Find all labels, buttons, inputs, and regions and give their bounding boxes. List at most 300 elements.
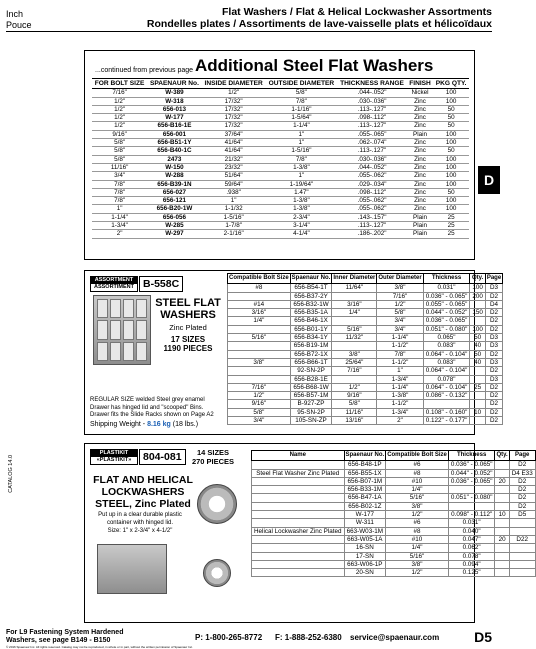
table-cell: 10 [495, 511, 509, 519]
drawer-bins [93, 295, 151, 365]
table-cell: D2 [509, 502, 535, 510]
table-cell: #6 [386, 519, 449, 527]
table-cell: 0.036" - 0.065" [448, 477, 495, 485]
table-cell: W-311 [344, 519, 386, 527]
column-header: THICKNESS RANGE [337, 79, 407, 89]
table-cell: #8 [228, 284, 291, 292]
table-cell: Plain [407, 130, 433, 138]
column-header: Thickness [423, 274, 470, 284]
table-cell: .055-.065" [337, 130, 407, 138]
column-header: Qty. [470, 274, 486, 284]
table-cell [252, 511, 345, 519]
table-cell: 1-3/8" [266, 197, 338, 205]
table-cell: 17-SN [344, 552, 386, 560]
table-cell: 1-5/16" [202, 213, 266, 221]
table-cell: 0.031" [423, 284, 470, 292]
table-cell: 3/4" [377, 317, 423, 325]
table-cell: 0.083" [423, 342, 470, 350]
table-row [252, 486, 536, 494]
table-cell: 656-001 [147, 130, 201, 138]
table-cell [252, 544, 345, 552]
table-cell: 95-SN-2P [290, 408, 332, 416]
table-cell: 3/8" [228, 358, 291, 366]
table-cell: 100 [433, 89, 469, 97]
table-cell: .030-.036" [337, 97, 407, 105]
table-cell [495, 527, 509, 535]
table-cell: 656-B16-1E [147, 122, 201, 130]
page-header [0, 0, 500, 30]
column-header: OUTSIDE DIAMETER [266, 79, 338, 89]
table-cell [509, 569, 535, 577]
table-cell: D3 [485, 358, 502, 366]
table-cell: 656-013 [147, 105, 201, 113]
table-cell [252, 569, 345, 577]
table-cell: 9/16" [332, 392, 377, 400]
table-row [252, 552, 536, 560]
table-cell: 1" [377, 367, 423, 375]
table-cell: 1/4" [332, 309, 377, 317]
table-cell: 20 [495, 535, 509, 543]
table-cell: 0.064" - 0.104" [423, 367, 470, 375]
table-cell: 9/16" [228, 400, 291, 408]
table-cell: 5/16" [228, 334, 291, 342]
table-cell: 7/8" [92, 188, 147, 196]
table-cell [470, 367, 486, 375]
table-cell: 37/64" [202, 130, 266, 138]
table-cell: 100 [433, 97, 469, 105]
table-cell: Zinc [407, 122, 433, 130]
table-cell: W-288 [147, 172, 201, 180]
table-cell: D2 [485, 292, 502, 300]
table-cell: 7/8" [92, 197, 147, 205]
table-cell: 17/32" [202, 105, 266, 113]
table-cell: 50 [433, 122, 469, 130]
table-cell: 7/8" [266, 97, 338, 105]
table-cell [470, 317, 486, 325]
table-cell [509, 519, 535, 527]
table-cell: .062-.074" [337, 139, 407, 147]
table-cell: 656-B46-1X [290, 317, 332, 325]
table-cell: 7/16" [332, 367, 377, 375]
column-header: Page [509, 451, 535, 461]
product-title-1: FLAT AND HELICAL [93, 474, 193, 486]
table-cell: 1/2" [386, 569, 449, 577]
table-cell [495, 494, 509, 502]
table-cell [252, 461, 345, 469]
table-row [92, 205, 469, 213]
table-cell: 656-B01-1Y [290, 325, 332, 333]
plastikit-badge: PLASTIKIT «PLASTIKIT» [90, 449, 138, 465]
table-row [252, 494, 536, 502]
table-cell: 656-B28-1E [290, 375, 332, 383]
column-header: PKG QTY. [433, 79, 469, 89]
table-row [92, 89, 469, 97]
table-cell [470, 400, 486, 408]
table-cell: 0.094" [448, 560, 495, 568]
table-cell: D4 E33 [509, 469, 535, 477]
table-cell [448, 486, 495, 494]
table-cell: W-150 [147, 163, 201, 171]
table-cell: 1/2" [202, 89, 266, 97]
table-cell [332, 292, 377, 300]
table-cell [470, 300, 486, 308]
table-cell: 3/4" [228, 417, 291, 425]
table-row [92, 180, 469, 188]
table-cell: .113-.127" [337, 122, 407, 130]
table-cell: Zinc [407, 155, 433, 163]
table-cell [509, 552, 535, 560]
table-row [228, 300, 503, 308]
continued-note: ...continued from previous page [95, 67, 194, 74]
table-cell: 1-1/4" [377, 334, 423, 342]
table-cell: 1-1/2" [377, 400, 423, 408]
table-cell: 656-B37-2Y [290, 292, 332, 300]
table-row [92, 130, 469, 138]
table-cell: 1/2" [92, 122, 147, 130]
table-cell: W-318 [147, 97, 201, 105]
table-row [92, 97, 469, 105]
table-row [228, 284, 503, 292]
table-cell [495, 502, 509, 510]
table-cell: .113-.127" [337, 105, 407, 113]
table-cell: Zinc [407, 147, 433, 155]
table-cell: 0.098" - 0.112" [448, 511, 495, 519]
table-cell: 1-7/8" [202, 222, 266, 230]
table-cell: 1.47" [266, 188, 338, 196]
table-cell: Zinc [407, 172, 433, 180]
table-cell: 100 [433, 139, 469, 147]
table-cell: 1-3/8" [266, 163, 338, 171]
table-cell [252, 560, 345, 568]
washer-icon [197, 484, 237, 524]
table-row [252, 502, 536, 510]
table-row [92, 147, 469, 155]
column-header: Compatible Bolt Size [228, 274, 291, 284]
table-cell [470, 375, 486, 383]
table-cell: D2 [509, 486, 535, 494]
table-row [92, 188, 469, 196]
table-row [92, 155, 469, 163]
table-cell: Plain [407, 222, 433, 230]
table-cell: Plain [407, 230, 433, 238]
table-cell: W-297 [147, 230, 201, 238]
table-cell: W-389 [147, 89, 201, 97]
table-cell: 0.036" - 0.065" [448, 461, 495, 469]
table-cell: 1/2" [92, 105, 147, 113]
table-cell: 0.064" - 0.104" [423, 383, 470, 391]
table-cell: W-285 [147, 222, 201, 230]
washer-table [92, 78, 469, 239]
table-cell: Zinc [407, 139, 433, 147]
table-cell: 656-027 [147, 188, 201, 196]
table-cell: 1/2" [386, 511, 449, 519]
table-cell: .055-.062" [337, 205, 407, 213]
table-cell: 0.036" - 0.065" [423, 292, 470, 300]
table-cell: 100 [433, 205, 469, 213]
table-cell: 51/64" [202, 172, 266, 180]
table-cell: D2 [485, 392, 502, 400]
table-cell [470, 417, 486, 425]
table-row [92, 197, 469, 205]
table-cell [495, 519, 509, 527]
table-cell: 50 [470, 350, 486, 358]
table-row [252, 560, 536, 568]
table-cell: 25/64" [332, 358, 377, 366]
table-cell: W-177 [344, 511, 386, 519]
table-cell: 1-1/2" [377, 342, 423, 350]
table-cell: Nickel [407, 89, 433, 97]
table-cell: 21/32" [202, 155, 266, 163]
kit-number: 804-081 [139, 449, 186, 465]
table-cell: 1/4" [386, 486, 449, 494]
table-cell: .055-.062" [337, 197, 407, 205]
table-cell: 25 [433, 222, 469, 230]
table-cell: #10 [386, 535, 449, 543]
table-cell: D2 [485, 408, 502, 416]
table-cell: 656-B68-1W [290, 383, 332, 391]
table-cell: 150 [470, 309, 486, 317]
table-cell: D3 [485, 342, 502, 350]
table-cell: 20 [495, 477, 509, 485]
table-cell: 0.078" [448, 552, 495, 560]
finish-label: Zinc Plated [169, 323, 207, 332]
catalog-version: CATALOG 14.0 [8, 455, 14, 493]
assortment-table [227, 273, 503, 425]
table-row [252, 461, 536, 469]
table-cell: 50 [433, 147, 469, 155]
table-cell: 656-B47-1A [344, 494, 386, 502]
plastikit-image [97, 544, 167, 594]
table-cell: 1-19/64" [266, 180, 338, 188]
table-cell: Zinc [407, 180, 433, 188]
table-cell: .186-.202" [337, 230, 407, 238]
table-cell: 656-B33-1M [344, 486, 386, 494]
table-cell: 656-B34-1Y [290, 334, 332, 342]
table-cell: 3-1/4" [266, 222, 338, 230]
column-header: Thickness [448, 451, 495, 461]
table-cell: D2 [485, 350, 502, 358]
table-cell: 5/16" [332, 325, 377, 333]
table-cell: D2 [509, 461, 535, 469]
table-cell: 3/8" [386, 560, 449, 568]
table-cell: 1/2" [228, 392, 291, 400]
table-cell: D2 [485, 400, 502, 408]
table-cell: 2" [92, 230, 147, 238]
table-cell [228, 367, 291, 375]
table-cell [470, 392, 486, 400]
table-row [228, 392, 503, 400]
table-cell: 2" [377, 417, 423, 425]
table-cell: 59/64" [202, 180, 266, 188]
table-cell: 0.086" - 0.132" [423, 392, 470, 400]
email-link[interactable]: service@spaenaur.com [350, 633, 440, 642]
table-cell: 25 [433, 213, 469, 221]
phone-number[interactable]: P: 1-800-265-8772 [195, 633, 263, 642]
assortment-badge: ASSORTMENT ASSORTIMENT [90, 276, 138, 292]
plastikit-804081-box [84, 443, 533, 623]
table-cell: D2 [485, 383, 502, 391]
table-cell: #8 [386, 527, 449, 535]
column-header: Compatible Bolt Size [386, 451, 449, 461]
table-cell: 100 [433, 172, 469, 180]
table-cell: 1/2" [92, 97, 147, 105]
table-cell [228, 325, 291, 333]
table-cell [495, 560, 509, 568]
copyright: © 2016 Spaenaur Inc. All rights reserved. Catalog may not be reproduced, in whole or in part, without the written permission of Spaenaur Inc. [6, 645, 193, 649]
table-cell: Zinc [407, 188, 433, 196]
table-cell: #14 [228, 300, 291, 308]
table-cell: 9/16" [92, 130, 147, 138]
table-title: Additional Steel Flat Washers [195, 56, 434, 75]
table-cell: 1-1/16" [266, 105, 338, 113]
table-cell: 0.051" - 0.080" [423, 325, 470, 333]
table-cell: 41/64" [202, 139, 266, 147]
table-row [228, 342, 503, 350]
table-cell [495, 486, 509, 494]
table-cell: 105-SN-ZP [290, 417, 332, 425]
table-cell: Plain [407, 213, 433, 221]
table-cell: 100 [470, 284, 486, 292]
column-header: Name [252, 451, 345, 461]
table-cell: 656-B19-1M [290, 342, 332, 350]
size-count: 17 SIZES [170, 335, 206, 344]
table-cell: 5/16" [386, 552, 449, 560]
table-cell: 13/16" [332, 417, 377, 425]
table-cell: 656-B66-1T [290, 358, 332, 366]
table-cell: 0.055" - 0.065" [423, 300, 470, 308]
table-cell: 0.062" [448, 544, 495, 552]
table-cell: 11/32" [332, 334, 377, 342]
table-cell: 3/8" [386, 502, 449, 510]
table-cell: 1-1/4" [92, 213, 147, 221]
table-row [228, 317, 503, 325]
table-row [228, 417, 503, 425]
table-row [228, 375, 503, 383]
table-row [252, 469, 536, 477]
table-cell: 0.083" [423, 358, 470, 366]
table-cell: 100 [433, 197, 469, 205]
table-cell: 0.051" - 0.080" [448, 494, 495, 502]
table-cell: 3/16" [228, 309, 291, 317]
table-row [252, 519, 536, 527]
table-cell: Zinc [407, 97, 433, 105]
table-row [92, 222, 469, 230]
table-cell [332, 375, 377, 383]
table-cell: D22 [509, 535, 535, 543]
table-cell: 3/8" [332, 350, 377, 358]
table-cell [423, 400, 470, 408]
table-cell: 656-B35-1A [290, 309, 332, 317]
table-cell: D3 [485, 375, 502, 383]
table-cell: 656-B02-1Z [344, 502, 386, 510]
table-cell: 25 [470, 383, 486, 391]
table-cell: 0.122" - 0.177" [423, 417, 470, 425]
unit-label: Inch [6, 9, 24, 19]
column-header: Page [485, 274, 502, 284]
table-row [252, 511, 536, 519]
drawer-note: REGULAR SIZE welded Steel grey enamel Drawer has hinged lid and "scooped" Bins. Drawer fits the Slide Racks shown on Page A2 [90, 397, 214, 418]
table-cell [495, 469, 509, 477]
table-cell: 100 [433, 155, 469, 163]
table-cell [495, 552, 509, 560]
table-cell: 656-121 [147, 197, 201, 205]
table-cell: 7/8" [92, 180, 147, 188]
table-row [228, 309, 503, 317]
table-row [228, 383, 503, 391]
table-cell: 1/2" [92, 114, 147, 122]
table-cell: 1" [266, 172, 338, 180]
table-cell: .113-.127" [337, 222, 407, 230]
unit-label-fr: Pouce [6, 20, 32, 30]
table-cell: 656-B55-1X [344, 469, 386, 477]
table-cell: 17/32" [202, 97, 266, 105]
steel-flat-washers-box [84, 50, 475, 260]
page-number: D5 [474, 629, 492, 645]
table-cell [252, 535, 345, 543]
table-row [92, 163, 469, 171]
column-header: SPAENAUR No. [147, 79, 201, 89]
table-cell: 40 [470, 358, 486, 366]
table-row [252, 569, 536, 577]
table-cell: Zinc [407, 205, 433, 213]
table-cell: W-177 [147, 114, 201, 122]
table-cell: 663-W06-1P [344, 560, 386, 568]
table-cell: 656-B48-1P [344, 461, 386, 469]
table-cell: 7/8" [377, 350, 423, 358]
piece-count: 1190 PIECES [163, 344, 213, 353]
table-row [228, 367, 503, 375]
table-cell: 3/16" [332, 300, 377, 308]
table-cell: 3/4" [377, 325, 423, 333]
column-header: FINISH [407, 79, 433, 89]
table-cell: 1-3/4" [377, 408, 423, 416]
table-cell: 25 [433, 230, 469, 238]
table-cell: 1/2" [377, 300, 423, 308]
table-cell [228, 350, 291, 358]
table-cell: D2 [485, 417, 502, 425]
column-header: Spaenaur No. [344, 451, 386, 461]
table-row [252, 535, 536, 543]
table-cell [252, 494, 345, 502]
product-title-2: WASHERS [160, 309, 216, 321]
table-cell: 0.078" [423, 375, 470, 383]
table-cell: D4 [485, 300, 502, 308]
section-tab[interactable]: D [478, 166, 500, 194]
column-header: Outer Diameter [377, 274, 423, 284]
column-header: Inner Diameter [332, 274, 377, 284]
table-cell [228, 375, 291, 383]
table-cell: 1-1/2" [377, 358, 423, 366]
table-cell: 1-5/16" [266, 147, 338, 155]
table-cell [252, 502, 345, 510]
table-cell: 1" [266, 139, 338, 147]
table-row [228, 334, 503, 342]
table-cell [448, 502, 495, 510]
table-row [228, 325, 503, 333]
table-cell: 5/8" [332, 400, 377, 408]
size-count: 14 SIZES [196, 448, 230, 457]
table-cell: 1-5/64" [266, 114, 338, 122]
table-cell: 10 [470, 408, 486, 416]
table-cell [252, 552, 345, 560]
table-row [228, 408, 503, 416]
table-cell [332, 317, 377, 325]
table-cell: 656-B72-1X [290, 350, 332, 358]
table-cell: D2 [485, 309, 502, 317]
table-cell: 50 [433, 188, 469, 196]
table-cell: 656-056 [147, 213, 201, 221]
table-cell [509, 560, 535, 568]
